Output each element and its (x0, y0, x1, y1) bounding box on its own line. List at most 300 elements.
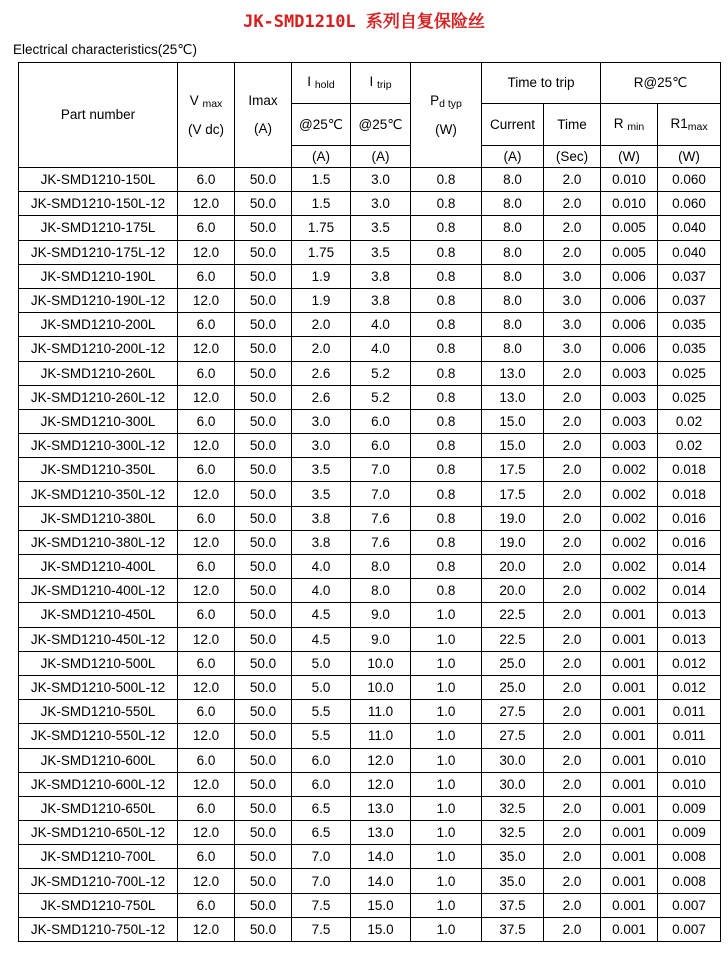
table-row (19, 313, 721, 337)
cell-vmax: 6.0 (178, 409, 235, 433)
cell-ihold: 1.9 (292, 264, 351, 288)
cell-part-number: JK-SMD1210-150L-12 (19, 192, 178, 216)
table-row (19, 168, 721, 192)
cell-ihold: 5.5 (292, 724, 351, 748)
cell-itrip: 3.5 (351, 240, 411, 264)
cell-pd-typ: 1.0 (411, 821, 482, 845)
cell-rmin: 0.001 (601, 917, 658, 941)
cell-part-number: JK-SMD1210-700L (19, 845, 178, 869)
cell-rmin: 0.001 (601, 675, 658, 699)
cell-rmin: 0.001 (601, 603, 658, 627)
header-itrip-unit: (A) (351, 146, 411, 168)
cell-rmin: 0.002 (601, 506, 658, 530)
cell-vmax: 6.0 (178, 361, 235, 385)
cell-part-number: JK-SMD1210-190L-12 (19, 288, 178, 312)
table-row (19, 917, 721, 941)
cell-part-number: JK-SMD1210-600L-12 (19, 772, 178, 796)
cell-pd-typ: 0.8 (411, 192, 482, 216)
cell-trip-current: 35.0 (482, 845, 544, 869)
header-r1max-unit: (W) (658, 146, 721, 168)
cell-imax: 50.0 (235, 264, 292, 288)
cell-r1max: 0.018 (658, 482, 721, 506)
cell-pd-typ: 1.0 (411, 893, 482, 917)
cell-r1max: 0.060 (658, 168, 721, 192)
cell-r1max: 0.035 (658, 337, 721, 361)
table-caption: Electrical characteristics(25℃) (13, 42, 197, 57)
cell-trip-current: 8.0 (482, 168, 544, 192)
cell-trip-time: 2.0 (544, 772, 601, 796)
cell-ihold: 2.6 (292, 361, 351, 385)
cell-rmin: 0.001 (601, 748, 658, 772)
cell-ihold: 4.0 (292, 555, 351, 579)
cell-trip-time: 2.0 (544, 821, 601, 845)
cell-itrip: 6.0 (351, 409, 411, 433)
cell-rmin: 0.001 (601, 724, 658, 748)
cell-part-number: JK-SMD1210-350L-12 (19, 482, 178, 506)
cell-part-number: JK-SMD1210-350L (19, 458, 178, 482)
cell-part-number: JK-SMD1210-380L-12 (19, 530, 178, 554)
cell-pd-typ: 0.8 (411, 506, 482, 530)
cell-trip-time: 2.0 (544, 361, 601, 385)
table-row (19, 288, 721, 312)
header-itrip: I $_{trip}$ (351, 63, 411, 104)
cell-rmin: 0.001 (601, 893, 658, 917)
cell-itrip: 11.0 (351, 700, 411, 724)
cell-imax: 50.0 (235, 313, 292, 337)
cell-r1max: 0.010 (658, 772, 721, 796)
cell-itrip: 15.0 (351, 893, 411, 917)
cell-vmax: 6.0 (178, 651, 235, 675)
cell-imax: 50.0 (235, 482, 292, 506)
header-ihold: I $_{hold}$ (292, 63, 351, 104)
cell-pd-typ: 0.8 (411, 434, 482, 458)
cell-pd-typ: 0.8 (411, 530, 482, 554)
cell-rmin: 0.003 (601, 385, 658, 409)
cell-imax: 50.0 (235, 288, 292, 312)
cell-rmin: 0.001 (601, 845, 658, 869)
cell-part-number: JK-SMD1210-650L (19, 796, 178, 820)
cell-r1max: 0.018 (658, 458, 721, 482)
cell-part-number: JK-SMD1210-500L (19, 651, 178, 675)
cell-ihold: 7.5 (292, 893, 351, 917)
cell-part-number: JK-SMD1210-550L-12 (19, 724, 178, 748)
cell-ihold: 1.75 (292, 216, 351, 240)
cell-part-number: JK-SMD1210-260L (19, 361, 178, 385)
table-body (19, 168, 721, 942)
cell-itrip: 5.2 (351, 385, 411, 409)
table-row (19, 675, 721, 699)
cell-trip-time: 2.0 (544, 627, 601, 651)
header-pd-typ: $P_{d typ}$ (W) (411, 63, 482, 168)
header-current: Current (482, 104, 544, 146)
cell-itrip: 7.6 (351, 506, 411, 530)
table-row (19, 361, 721, 385)
cell-part-number: JK-SMD1210-600L (19, 748, 178, 772)
cell-ihold: 2.6 (292, 385, 351, 409)
cell-part-number: JK-SMD1210-400L (19, 555, 178, 579)
cell-imax: 50.0 (235, 651, 292, 675)
cell-itrip: 8.0 (351, 579, 411, 603)
cell-pd-typ: 0.8 (411, 555, 482, 579)
cell-trip-current: 27.5 (482, 700, 544, 724)
cell-rmin: 0.002 (601, 482, 658, 506)
cell-ihold: 3.0 (292, 434, 351, 458)
cell-trip-time: 2.0 (544, 796, 601, 820)
cell-pd-typ: 0.8 (411, 458, 482, 482)
cell-rmin: 0.006 (601, 288, 658, 312)
cell-r1max: 0.012 (658, 651, 721, 675)
table-row (19, 651, 721, 675)
cell-r1max: 0.007 (658, 893, 721, 917)
cell-trip-current: 8.0 (482, 313, 544, 337)
cell-part-number: JK-SMD1210-380L (19, 506, 178, 530)
cell-imax: 50.0 (235, 579, 292, 603)
cell-itrip: 14.0 (351, 845, 411, 869)
cell-pd-typ: 0.8 (411, 264, 482, 288)
cell-vmax: 12.0 (178, 579, 235, 603)
cell-r1max: 0.014 (658, 579, 721, 603)
cell-trip-time: 2.0 (544, 434, 601, 458)
table-row (19, 530, 721, 554)
table-row (19, 893, 721, 917)
table-row (19, 264, 721, 288)
table-row (19, 458, 721, 482)
table-row (19, 748, 721, 772)
header-time-unit: (Sec) (544, 146, 601, 168)
cell-rmin: 0.010 (601, 192, 658, 216)
header-itrip-temp: @25℃ (351, 104, 411, 146)
cell-itrip: 12.0 (351, 772, 411, 796)
cell-trip-time: 2.0 (544, 385, 601, 409)
cell-trip-time: 3.0 (544, 264, 601, 288)
cell-part-number: JK-SMD1210-450L (19, 603, 178, 627)
header-resistance: R@25℃ (601, 63, 721, 104)
cell-part-number: JK-SMD1210-450L-12 (19, 627, 178, 651)
cell-ihold: 7.5 (292, 917, 351, 941)
header-ihold-unit: (A) (292, 146, 351, 168)
cell-itrip: 12.0 (351, 748, 411, 772)
cell-trip-current: 8.0 (482, 264, 544, 288)
cell-imax: 50.0 (235, 893, 292, 917)
cell-trip-current: 25.0 (482, 675, 544, 699)
cell-rmin: 0.003 (601, 361, 658, 385)
cell-part-number: JK-SMD1210-175L (19, 216, 178, 240)
cell-ihold: 3.8 (292, 506, 351, 530)
cell-vmax: 12.0 (178, 482, 235, 506)
cell-pd-typ: 1.0 (411, 724, 482, 748)
table-row (19, 506, 721, 530)
cell-imax: 50.0 (235, 675, 292, 699)
cell-part-number: JK-SMD1210-750L (19, 893, 178, 917)
cell-itrip: 5.2 (351, 361, 411, 385)
cell-rmin: 0.006 (601, 264, 658, 288)
cell-trip-current: 20.0 (482, 579, 544, 603)
cell-trip-current: 30.0 (482, 748, 544, 772)
cell-imax: 50.0 (235, 869, 292, 893)
cell-r1max: 0.013 (658, 627, 721, 651)
cell-pd-typ: 0.8 (411, 385, 482, 409)
cell-ihold: 4.5 (292, 603, 351, 627)
cell-imax: 50.0 (235, 917, 292, 941)
cell-r1max: 0.009 (658, 821, 721, 845)
cell-vmax: 6.0 (178, 796, 235, 820)
cell-rmin: 0.001 (601, 772, 658, 796)
table-row (19, 869, 721, 893)
cell-vmax: 12.0 (178, 192, 235, 216)
cell-vmax: 6.0 (178, 458, 235, 482)
cell-trip-current: 8.0 (482, 216, 544, 240)
cell-vmax: 12.0 (178, 530, 235, 554)
cell-ihold: 1.5 (292, 168, 351, 192)
cell-rmin: 0.002 (601, 458, 658, 482)
cell-trip-time: 2.0 (544, 651, 601, 675)
cell-pd-typ: 0.8 (411, 409, 482, 433)
cell-trip-time: 2.0 (544, 724, 601, 748)
cell-part-number: JK-SMD1210-300L (19, 409, 178, 433)
cell-pd-typ: 1.0 (411, 651, 482, 675)
cell-itrip: 7.6 (351, 530, 411, 554)
cell-ihold: 3.8 (292, 530, 351, 554)
cell-imax: 50.0 (235, 845, 292, 869)
cell-pd-typ: 1.0 (411, 627, 482, 651)
cell-itrip: 10.0 (351, 651, 411, 675)
cell-pd-typ: 1.0 (411, 675, 482, 699)
cell-itrip: 13.0 (351, 821, 411, 845)
cell-trip-time: 2.0 (544, 192, 601, 216)
cell-trip-time: 2.0 (544, 869, 601, 893)
header-time: Time (544, 104, 601, 146)
cell-vmax: 6.0 (178, 216, 235, 240)
header-r1max: $R1_{max}$ (658, 104, 721, 146)
cell-vmax: 12.0 (178, 917, 235, 941)
cell-ihold: 3.5 (292, 458, 351, 482)
cell-pd-typ: 1.0 (411, 917, 482, 941)
cell-vmax: 12.0 (178, 772, 235, 796)
cell-pd-typ: 1.0 (411, 700, 482, 724)
cell-imax: 50.0 (235, 506, 292, 530)
cell-pd-typ: 1.0 (411, 603, 482, 627)
cell-vmax: 12.0 (178, 240, 235, 264)
cell-ihold: 7.0 (292, 869, 351, 893)
cell-trip-current: 32.5 (482, 821, 544, 845)
cell-trip-current: 37.5 (482, 917, 544, 941)
table-row (19, 240, 721, 264)
cell-r1max: 0.016 (658, 530, 721, 554)
table-row (19, 627, 721, 651)
cell-vmax: 12.0 (178, 869, 235, 893)
cell-trip-current: 8.0 (482, 192, 544, 216)
cell-itrip: 7.0 (351, 458, 411, 482)
cell-trip-current: 19.0 (482, 530, 544, 554)
cell-vmax: 6.0 (178, 264, 235, 288)
cell-trip-current: 15.0 (482, 409, 544, 433)
cell-ihold: 1.75 (292, 240, 351, 264)
cell-imax: 50.0 (235, 385, 292, 409)
cell-part-number: JK-SMD1210-200L-12 (19, 337, 178, 361)
cell-part-number: JK-SMD1210-400L-12 (19, 579, 178, 603)
cell-ihold: 3.0 (292, 409, 351, 433)
cell-trip-current: 37.5 (482, 893, 544, 917)
cell-imax: 50.0 (235, 748, 292, 772)
cell-itrip: 6.0 (351, 434, 411, 458)
cell-imax: 50.0 (235, 724, 292, 748)
table-row (19, 845, 721, 869)
cell-pd-typ: 1.0 (411, 796, 482, 820)
cell-trip-current: 8.0 (482, 240, 544, 264)
cell-pd-typ: 0.8 (411, 216, 482, 240)
cell-imax: 50.0 (235, 821, 292, 845)
cell-rmin: 0.002 (601, 530, 658, 554)
table-row (19, 434, 721, 458)
cell-pd-typ: 0.8 (411, 288, 482, 312)
cell-rmin: 0.001 (601, 869, 658, 893)
cell-rmin: 0.001 (601, 700, 658, 724)
table-row (19, 482, 721, 506)
cell-trip-time: 2.0 (544, 216, 601, 240)
cell-trip-time: 2.0 (544, 530, 601, 554)
cell-itrip: 8.0 (351, 555, 411, 579)
cell-trip-current: 27.5 (482, 724, 544, 748)
cell-vmax: 6.0 (178, 893, 235, 917)
cell-pd-typ: 1.0 (411, 869, 482, 893)
cell-trip-time: 2.0 (544, 917, 601, 941)
cell-imax: 50.0 (235, 458, 292, 482)
cell-pd-typ: 1.0 (411, 772, 482, 796)
cell-vmax: 6.0 (178, 845, 235, 869)
cell-part-number: JK-SMD1210-200L (19, 313, 178, 337)
cell-pd-typ: 0.8 (411, 168, 482, 192)
cell-part-number: JK-SMD1210-500L-12 (19, 675, 178, 699)
cell-pd-typ: 1.0 (411, 845, 482, 869)
cell-imax: 50.0 (235, 216, 292, 240)
cell-rmin: 0.005 (601, 240, 658, 264)
table-row (19, 772, 721, 796)
cell-imax: 50.0 (235, 530, 292, 554)
cell-rmin: 0.006 (601, 337, 658, 361)
cell-r1max: 0.060 (658, 192, 721, 216)
table-row (19, 192, 721, 216)
cell-trip-time: 3.0 (544, 288, 601, 312)
cell-trip-time: 2.0 (544, 603, 601, 627)
table-row (19, 337, 721, 361)
cell-pd-typ: 0.8 (411, 337, 482, 361)
document-title: JK-SMD1210L 系列自复保险丝 (243, 12, 485, 32)
cell-r1max: 0.011 (658, 724, 721, 748)
cell-trip-current: 19.0 (482, 506, 544, 530)
cell-trip-time: 3.0 (544, 337, 601, 361)
cell-vmax: 12.0 (178, 724, 235, 748)
cell-trip-current: 13.0 (482, 361, 544, 385)
cell-r1max: 0.008 (658, 869, 721, 893)
cell-imax: 50.0 (235, 240, 292, 264)
cell-ihold: 5.0 (292, 675, 351, 699)
cell-trip-time: 2.0 (544, 506, 601, 530)
cell-trip-current: 17.5 (482, 482, 544, 506)
table-row (19, 579, 721, 603)
cell-rmin: 0.005 (601, 216, 658, 240)
cell-trip-current: 22.5 (482, 603, 544, 627)
table-row (19, 409, 721, 433)
cell-trip-time: 2.0 (544, 482, 601, 506)
cell-r1max: 0.040 (658, 216, 721, 240)
cell-part-number: JK-SMD1210-175L-12 (19, 240, 178, 264)
cell-pd-typ: 0.8 (411, 313, 482, 337)
header-time-to-trip: Time to trip (482, 63, 601, 104)
cell-pd-typ: 1.0 (411, 748, 482, 772)
cell-ihold: 2.0 (292, 313, 351, 337)
cell-itrip: 4.0 (351, 337, 411, 361)
header-vmax: V $_{max}$ (V dc) (178, 63, 235, 168)
cell-rmin: 0.002 (601, 579, 658, 603)
cell-ihold: 2.0 (292, 337, 351, 361)
cell-part-number: JK-SMD1210-150L (19, 168, 178, 192)
cell-trip-current: 8.0 (482, 337, 544, 361)
cell-imax: 50.0 (235, 168, 292, 192)
table-row (19, 796, 721, 820)
cell-ihold: 4.5 (292, 627, 351, 651)
cell-trip-current: 22.5 (482, 627, 544, 651)
cell-trip-time: 3.0 (544, 313, 601, 337)
cell-ihold: 7.0 (292, 845, 351, 869)
cell-imax: 50.0 (235, 337, 292, 361)
cell-trip-time: 2.0 (544, 555, 601, 579)
cell-vmax: 6.0 (178, 555, 235, 579)
cell-itrip: 3.0 (351, 168, 411, 192)
cell-itrip: 3.8 (351, 288, 411, 312)
cell-pd-typ: 0.8 (411, 579, 482, 603)
cell-imax: 50.0 (235, 409, 292, 433)
cell-imax: 50.0 (235, 603, 292, 627)
header-rmin: R $_{min}$ (601, 104, 658, 146)
cell-itrip: 11.0 (351, 724, 411, 748)
table-row (19, 603, 721, 627)
cell-rmin: 0.006 (601, 313, 658, 337)
cell-rmin: 0.001 (601, 796, 658, 820)
cell-trip-current: 15.0 (482, 434, 544, 458)
cell-vmax: 6.0 (178, 603, 235, 627)
cell-vmax: 6.0 (178, 748, 235, 772)
cell-vmax: 12.0 (178, 434, 235, 458)
cell-vmax: 12.0 (178, 821, 235, 845)
cell-r1max: 0.02 (658, 434, 721, 458)
cell-r1max: 0.016 (658, 506, 721, 530)
cell-itrip: 9.0 (351, 603, 411, 627)
cell-ihold: 1.5 (292, 192, 351, 216)
cell-r1max: 0.037 (658, 288, 721, 312)
cell-trip-current: 8.0 (482, 288, 544, 312)
header-imax: Imax (A) (235, 63, 292, 168)
table-row (19, 555, 721, 579)
cell-r1max: 0.007 (658, 917, 721, 941)
cell-pd-typ: 0.8 (411, 361, 482, 385)
cell-vmax: 12.0 (178, 385, 235, 409)
table-row (19, 385, 721, 409)
cell-imax: 50.0 (235, 361, 292, 385)
cell-imax: 50.0 (235, 192, 292, 216)
cell-r1max: 0.008 (658, 845, 721, 869)
cell-rmin: 0.001 (601, 651, 658, 675)
cell-imax: 50.0 (235, 700, 292, 724)
cell-vmax: 12.0 (178, 675, 235, 699)
cell-ihold: 3.5 (292, 482, 351, 506)
cell-trip-time: 2.0 (544, 458, 601, 482)
table-row (19, 821, 721, 845)
cell-vmax: 6.0 (178, 168, 235, 192)
cell-itrip: 10.0 (351, 675, 411, 699)
cell-part-number: JK-SMD1210-300L-12 (19, 434, 178, 458)
cell-rmin: 0.001 (601, 821, 658, 845)
cell-r1max: 0.012 (658, 675, 721, 699)
